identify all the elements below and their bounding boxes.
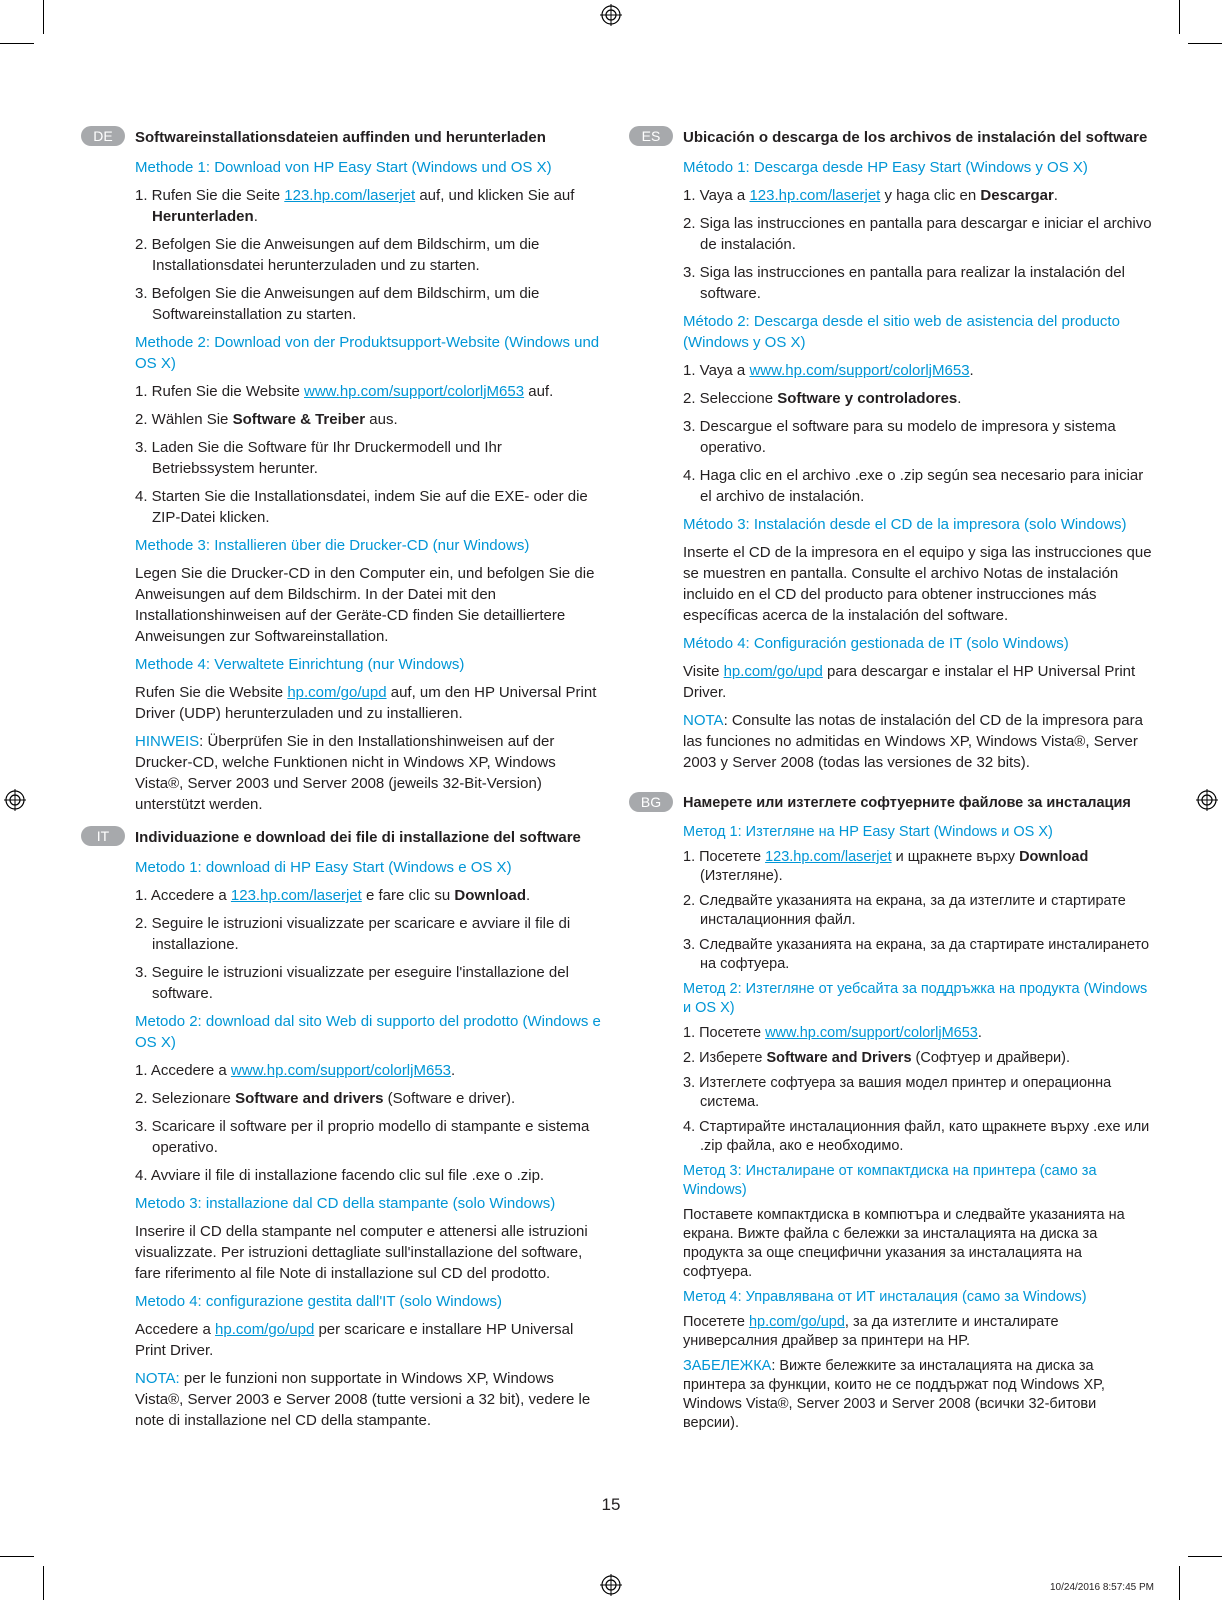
paragraph: Inserire il CD della stampante nel computer e attenersi alle istruzioni visualizzate. Per istruzioni dettagliate sull'installazione del software, fare riferimento al file Note di installazione sul CD del prodotto.: [135, 1223, 588, 1282]
paragraph: Поставете компактдиска в компютъра и следвайте указанията на екрана. Вижте файла с бележки за инсталацията на диска за продукта за още специфични указания за инсталацията на софтуера.: [683, 1207, 1125, 1280]
list-item: 1. Accedere a www.hp.com/support/colorljM653.: [135, 1062, 456, 1079]
list-item: 3. Befolgen Sie die Anweisungen auf dem Bildschirm, um die Softwareinstallation zu starten.: [135, 285, 540, 323]
link[interactable]: 123.hp.com/laserjet: [765, 849, 892, 865]
link[interactable]: www.hp.com/support/colorljM653: [303, 383, 525, 400]
list-item: 2. Следвайте указанията на екрана, за да изтеглите и стартирате инсталационния файл.: [683, 893, 1126, 928]
list-item: 2. Изберете Software and Drivers (Софтуер и драйвери).: [683, 1050, 1071, 1066]
paragraph: Посетете hp.com/go/upd, за да изтеглите и инсталирате универсалния драйвер за принтери на HP.: [683, 1314, 1059, 1349]
registration-mark-icon: [600, 4, 622, 26]
list-item: 1. Vaya a 123.hp.com/laserjet y haga clic en Descargar.: [683, 187, 1058, 204]
list-item: 2. Siga las instrucciones en pantalla para descargar e iniciar el archivo de instalación.: [683, 215, 1152, 253]
method-heading: Methode 2: Download von der Produktsupport-Website (Windows und OS X): [135, 334, 600, 372]
list-item: 2. Befolgen Sie die Anweisungen auf dem Bildschirm, um die Installationsdatei herunterzuladen und zu starten.: [135, 236, 540, 274]
method-heading: Método 4: Configuración gestionada de IT (solo Windows): [683, 635, 1069, 652]
list-item: 3. Descargue el software para su modelo de impresora y sistema operativo.: [683, 418, 1116, 456]
crop-mark: [0, 1556, 34, 1557]
method-heading: Метод 4: Управлявана от ИТ инсталация (само за Windows): [683, 1289, 1087, 1305]
language-badge: IT: [81, 826, 125, 846]
link[interactable]: www.hp.com/support/colorljM653: [230, 1062, 451, 1079]
list-item: 1. Vaya a www.hp.com/support/colorljM653.: [683, 362, 974, 379]
method-heading: Método 1: Descarga desde HP Easy Start (Windows y OS X): [683, 159, 1088, 176]
page-number: 15: [601, 1495, 621, 1514]
paragraph: Inserte el CD de la impresora en el equipo y siga las instrucciones que se muestren en pantalla. Consulte el archivo Notas de instalación incluido en el CD del producto para obtener instrucciones más específicas acerca de la instalación del software.: [683, 544, 1152, 624]
list-item: 1. Accedere a 123.hp.com/laserjet e fare clic su Download.: [135, 887, 531, 904]
list-item: 2. Seleccione Software y controladores.: [683, 390, 962, 407]
list-item: 1. Rufen Sie die Website www.hp.com/support/colorljM653 auf.: [135, 383, 554, 400]
paragraph: Accedere a hp.com/go/upd per scaricare e installare HP Universal Print Driver.: [135, 1321, 574, 1359]
paragraph: Rufen Sie die Website hp.com/go/upd auf, um den HP Universal Print Driver (UDP) herunterzuladen und zu installieren.: [135, 684, 597, 722]
section-es: [641, 124, 1153, 780]
language-badge: ES: [629, 126, 673, 146]
list-item: 3. Siga las instrucciones en pantalla para realizar la instalación del software.: [683, 264, 1125, 302]
section-title: Individuazione e download dei file di installazione del software: [135, 829, 581, 846]
note-label: NOTA:: [135, 1370, 180, 1387]
section-it: [96, 824, 605, 1438]
method-heading: Método 2: Descarga desde el sitio web de asistencia del producto (Windows y OS X): [683, 313, 1120, 351]
language-badge: DE: [81, 126, 125, 146]
link[interactable]: 123.hp.com/laserjet: [230, 887, 362, 904]
section-bg: [640, 790, 1153, 1439]
crop-mark: [0, 43, 34, 44]
link[interactable]: 123.hp.com/laserjet: [749, 187, 881, 204]
note-label: ЗАБЕЛЕЖКА: [683, 1358, 772, 1374]
registration-mark-icon: [4, 789, 26, 811]
crop-mark: [1179, 0, 1180, 34]
list-item: 1. Rufen Sie die Seite 123.hp.com/laserjet auf, und klicken Sie auf Herunterladen.: [135, 187, 575, 225]
link[interactable]: hp.com/go/upd: [748, 1314, 845, 1330]
note: HINWEIS: Überprüfen Sie in den Installationshinweisen auf der Drucker-CD, welche Funktionen nicht in Windows XP, Windows Vista®, Server 2003 und Server 2008 (jeweils 32-Bit-Version) unterstützt werden.: [135, 733, 556, 813]
link[interactable]: www.hp.com/support/colorljM653: [749, 362, 970, 379]
link[interactable]: 123.hp.com/laserjet: [284, 187, 416, 204]
registration-mark-icon: [600, 1574, 622, 1596]
registration-mark-icon: [1196, 789, 1218, 811]
link[interactable]: hp.com/go/upd: [287, 684, 387, 701]
crop-mark: [1188, 1556, 1222, 1557]
list-item: 1. Посетете 123.hp.com/laserjet и щракнете върху Download (Изтегляне).: [683, 849, 1089, 884]
section-title: Softwareinstallationsdateien auffinden und herunterladen: [135, 129, 546, 146]
paragraph: Legen Sie die Drucker-CD in den Computer ein, und befolgen Sie die Anweisungen auf dem Bildschirm. In der Datei mit den Installationshinweisen auf der Geräte-CD finden Sie detailliertere Anweisungen zur Softwareinstallation.: [135, 565, 595, 645]
section-title: Намерете или изтеглете софтуерните файлове за инсталация: [683, 795, 1131, 811]
link[interactable]: hp.com/go/upd: [215, 1321, 315, 1338]
section-de: [93, 124, 605, 822]
method-heading: Methode 1: Download von HP Easy Start (Windows und OS X): [135, 159, 552, 176]
section-title: Ubicación o descarga de los archivos de instalación del software: [683, 129, 1148, 146]
list-item: 3. Scaricare il software per il proprio modello di stampante e sistema operativo.: [135, 1118, 590, 1156]
list-item: 3. Laden Sie die Software für Ihr Druckermodell und Ihr Betriebssystem herunter.: [135, 439, 502, 477]
crop-mark: [43, 1566, 44, 1600]
list-item: 4. Стартирайте инсталационния файл, като щракнете върху .exe или .zip файла, ако е необходимо.: [683, 1119, 1150, 1154]
language-badge: BG: [629, 792, 673, 812]
method-heading: Metodo 1: download di HP Easy Start (Windows e OS X): [135, 859, 512, 876]
crop-mark: [1188, 43, 1222, 44]
method-heading: Método 3: Instalación desde el CD de la impresora (solo Windows): [683, 516, 1127, 533]
paragraph: Visite hp.com/go/upd para descargar e instalar el HP Universal Print Driver.: [683, 663, 1136, 701]
list-item: 3. Seguire le istruzioni visualizzate per eseguire l'installazione del software.: [135, 964, 569, 1002]
list-item: 4. Avviare il file di installazione facendo clic sul file .exe o .zip.: [135, 1167, 545, 1184]
crop-mark: [1179, 1566, 1180, 1600]
method-heading: Metodo 2: download dal sito Web di supporto del prodotto (Windows e OS X): [135, 1013, 601, 1051]
method-heading: Метод 3: Инсталиране от компактдиска на принтера (само за Windows): [683, 1163, 1097, 1198]
note: NOTA: Consulte las notas de instalación del CD de la impresora para las funciones no admitidas en Windows XP, Windows Vista®, Server 2003 y Server 2008 (todas las versiones de 32 bits).: [683, 712, 1143, 771]
print-timestamp: 10/24/2016 8:57:45 PM: [1050, 1582, 1154, 1593]
method-heading: Metodo 3: installazione dal CD della stampante (solo Windows): [135, 1195, 556, 1212]
note-label: HINWEIS: [135, 733, 200, 750]
crop-mark: [43, 0, 44, 34]
list-item: 3. Изтеглете софтуера за вашия модел принтер и операционна система.: [683, 1075, 1112, 1110]
method-heading: Метод 2: Изтегляне от уебсайта за поддръжка на продукта (Windows и OS X): [683, 981, 1148, 1016]
link[interactable]: hp.com/go/upd: [723, 663, 823, 680]
method-heading: Метод 1: Изтегляне на HP Easy Start (Windows и OS X): [683, 824, 1053, 840]
list-item: 2. Seguire le istruzioni visualizzate per scaricare e avviare il file di installazione.: [135, 915, 571, 953]
list-item: 2. Selezionare Software and drivers (Software e driver).: [135, 1090, 516, 1107]
list-item: 4. Haga clic en el archivo .exe o .zip según sea necesario para iniciar el archivo de instalación.: [683, 467, 1144, 505]
list-item: 3. Следвайте указанията на екрана, за да стартирате инсталирането на софтуера.: [683, 937, 1150, 972]
note: NOTA: per le funzioni non supportate in Windows XP, Windows Vista®, Server 2003 e Server 2008 (tutte versioni a 32 bit), vedere le note di installazione nel CD della stampante.: [135, 1370, 591, 1429]
list-item: 2. Wählen Sie Software & Treiber aus.: [135, 411, 398, 428]
method-heading: Metodo 4: configurazione gestita dall'IT (solo Windows): [135, 1293, 502, 1310]
note-label: NOTA: [683, 712, 724, 729]
link[interactable]: www.hp.com/support/colorljM653: [765, 1025, 978, 1041]
note: ЗАБЕЛЕЖКА: Вижте бележките за инсталацията на диска за принтера за функции, които не се поддържат под Windows XP, Windows Vista®, Server 2003 и Server 2008 (всички 32-битови версии).: [683, 1358, 1105, 1431]
list-item: 4. Starten Sie die Installationsdatei, indem Sie auf die EXE- oder die ZIP-Datei klicken.: [135, 488, 588, 526]
list-item: 1. Посетете www.hp.com/support/colorljM653.: [683, 1025, 982, 1041]
method-heading: Methode 4: Verwaltete Einrichtung (nur Windows): [135, 656, 465, 673]
method-heading: Methode 3: Installieren über die Drucker-CD (nur Windows): [135, 537, 530, 554]
